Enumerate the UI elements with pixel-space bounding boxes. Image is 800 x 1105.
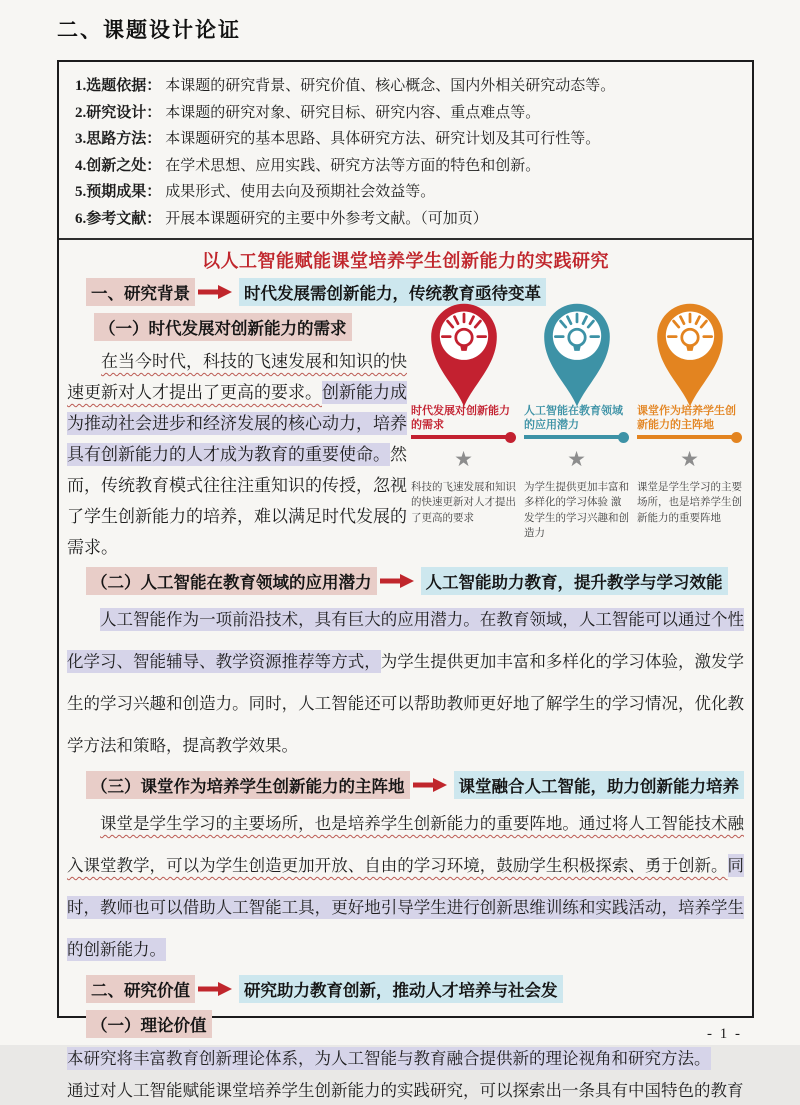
- page-number: - 1 -: [707, 1026, 742, 1042]
- sub2-callout: 人工智能助力教育，提升教学与学习效能: [421, 567, 728, 595]
- pin-description: 课堂是学生学习的主要场所，也是培养学生创新能力的重要阵地: [637, 480, 742, 524]
- theory-value-paragraph: [67, 1044, 744, 1073]
- checklist-item: [75, 126, 740, 153]
- pin-underline: [524, 435, 627, 439]
- checklist-item: [75, 100, 740, 127]
- section1-heading: 一、研究背景: [86, 278, 195, 306]
- highlighted-text: 同时，教师也可以借助人工智能工具，更好地引导学生进行创新思维训练和实践活动，培养学生的创新能力。: [67, 856, 744, 959]
- checklist-item-text: 开展本课题研究的主要中外参考文献。（可加页）: [165, 210, 488, 227]
- sub3-heading-row: [86, 771, 746, 799]
- pin-description: 科技的飞速发展和知识的快速更新对人才提出了更高的要求: [411, 480, 516, 524]
- arrow-icon: [379, 573, 415, 589]
- checklist-item: [75, 153, 740, 180]
- sub1-heading: （一）时代发展对创新能力的需求: [94, 313, 352, 341]
- section2-heading-row: [86, 975, 746, 1003]
- pin-underline: [411, 435, 514, 439]
- pin-underline: [637, 435, 740, 439]
- proposal-title: 以人工智能赋能课堂培养学生创新能力的实践研究: [202, 251, 609, 271]
- checklist-item-text: 成果形式、使用去向及预期社会效益等。: [165, 184, 436, 200]
- arrow-icon: [197, 981, 233, 997]
- section2-callout: 研究助力教育创新，推动人才培养与社会发: [239, 975, 563, 1003]
- plain-text: 为学生提供更加丰富和多样化的学习体验，激发学生的学习兴趣和创造力。同时，人工智能还可以帮助教师更好地了解学生的学习情况，优化教学方法和策略，提高教学效果。: [67, 652, 745, 755]
- plain-text: 然而，传统教育模式往往注重知识的传授，忽视了学生创新能力的培养，难以满足时代发展的需求。: [67, 445, 407, 557]
- sub3-heading: （三）课堂作为培养学生创新能力的主阵地: [86, 771, 410, 799]
- pin-label: 课堂作为培养学生创新能力的主阵地: [637, 405, 736, 431]
- checklist-item-label: 5.预期成果：: [75, 184, 162, 200]
- checklist-item: [75, 73, 740, 100]
- closing-line: 通过对人工智能赋能课堂培养学生创新能力的实践研究，可以探索出一条具有中国特色的教育: [67, 1081, 744, 1100]
- star-icon: ★: [454, 446, 473, 471]
- location-pin-lightbulb-icon: [419, 296, 509, 410]
- highlighted-text: 人工智能作为一项前沿技术，具有巨大的应用潜力。在教育领域，人工智能可以通过个性化学习、智能辅导、教学资源推荐等方式，: [67, 610, 744, 671]
- background-section: [59, 310, 752, 563]
- checklist-item-label: 2.研究设计：: [75, 104, 162, 121]
- theory-value-heading: （一）理论价值: [86, 1010, 212, 1038]
- infographic-column-2: [524, 296, 629, 542]
- checklist-item: [75, 179, 740, 206]
- ai-potential-paragraph: [67, 599, 744, 767]
- checklist-item-label: 6.参考文献：: [75, 210, 162, 227]
- infographic-column-1: [411, 296, 516, 542]
- location-pin-lightbulb-icon: [645, 296, 735, 410]
- checklist: [59, 62, 752, 240]
- background-text-column: [59, 310, 407, 563]
- star-icon: ★: [680, 446, 699, 471]
- highlighted-text: 创新能力成为推动社会进步和经济发展的核心动力，培养具有创新能力的人才成为教育的重要使命。: [67, 383, 407, 464]
- checklist-item-label: 1.选题依据：: [75, 78, 162, 94]
- location-pin-lightbulb-icon: [532, 296, 622, 410]
- pin-description: 为学生提供更加丰富和多样化的学习体验 激发学生的学习兴趣和创造力: [524, 480, 629, 539]
- checklist-item-label: 3.思路方法：: [75, 131, 162, 147]
- pin-label: 时代发展对创新能力的需求: [411, 405, 510, 431]
- infographic: [407, 296, 752, 542]
- highlighted-text: 本研究将丰富教育创新理论体系，为人工智能与教育融合提供新的理论视角和研究方法。: [67, 1049, 711, 1068]
- checklist-item-text: 在学术思想、应用实践、研究方法等方面的特色和创新。: [165, 157, 541, 174]
- underlined-text: 在当今时代，科技的飞速发展和知识的快速更新对人才提出了更高的要求。: [67, 352, 407, 402]
- infographic-column-3: [637, 296, 742, 542]
- sub2-heading: （二）人工智能在教育领域的应用潜力: [86, 567, 377, 595]
- underlined-text: 课堂是学生学习的主要场所，也是培养学生创新能力的重要阵地。通过将人工智能技术融入课堂教学，可以为学生创造更加开放、自由的学习环境，鼓励学生积极探索、勇于创新。: [67, 814, 744, 875]
- checklist-item-text: 本课题研究的基本思路、具体研究方法、研究计划及其可行性等。: [165, 131, 601, 147]
- section1-callout: 时代发展需创新能力，传统教育亟待变革: [239, 278, 546, 306]
- classroom-paragraph: [67, 803, 744, 971]
- section2-heading: 二、研究价值: [86, 975, 195, 1003]
- checklist-item-text: 本课题的研究对象、研究目标、研究内容、重点难点等。: [165, 104, 541, 121]
- arrow-icon: [197, 284, 233, 300]
- background-paragraph: [67, 346, 407, 563]
- star-icon: ★: [567, 446, 586, 471]
- checklist-item-text: 本课题的研究背景、研究价值、核心概念、国内外相关研究动态等。: [165, 78, 616, 94]
- content-box: [57, 60, 754, 1100]
- checklist-item-label: 4.创新之处：: [75, 157, 162, 174]
- arrow-icon: [412, 777, 448, 793]
- page-title: 二、课题设计论证: [57, 19, 241, 42]
- sub3-callout: 课堂融合人工智能，助力创新能力培养: [454, 771, 745, 799]
- sub2-heading-row: [86, 567, 746, 595]
- checklist-item: [75, 206, 740, 233]
- pin-label: 人工智能在教育领域的应用潜力: [524, 405, 623, 431]
